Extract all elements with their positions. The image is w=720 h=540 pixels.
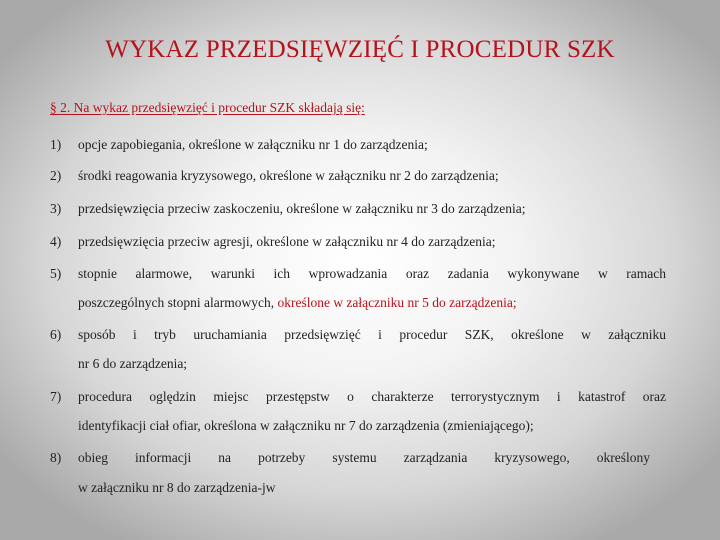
list-item-text: przedsięwzięcia przeciw agresji, określone w załączniku nr 4 do zarządzenia; [78,234,496,249]
list-item-text: procedura oględzin miejsc przestępstw o charakterze terrorystycznym i katastrof oraz [78,389,666,404]
list-item-number: 8) [50,450,62,465]
list-item-number: 2) [50,168,62,183]
list-item-text-plain: poszczególnych stopni alarmowych, [78,295,275,310]
intro-paragraph: § 2. Na wykaz przedsięwzięć i procedur SZK składają się: [50,100,365,115]
list-item-text-continued [78,295,666,311]
list-item-number: 3) [50,201,62,216]
slide-title: WYKAZ PRZEDSIĘWZIĘĆ I PROCEDUR SZK [105,36,615,63]
list-item-text: obieg informacji na potrzeby systemu zarządzania kryzysowego, określony [78,450,650,465]
list-item-text-continued: nr 6 do zarządzenia; [78,356,188,371]
list-item-text: sposób i tryb uruchamiania przedsięwzięć i procedur SZK, określone w załączniku [78,327,666,342]
list-item-number: 7) [50,389,62,404]
list-item-text-highlight: określone w załączniku nr 5 do zarządzenia; [274,295,517,310]
list-item-text: opcje zapobiegania, określone w załączniku nr 1 do zarządzenia; [78,137,428,152]
list-item-number: 4) [50,234,62,249]
list-item-number: 6) [50,327,62,342]
list-item-text: środki reagowania kryzysowego, określone w załączniku nr 2 do zarządzenia; [78,168,499,183]
list-item-number: 1) [50,137,62,152]
list-item-text-continued: w załączniku nr 8 do zarządzenia-jw [78,480,276,495]
list-item-text: stopnie alarmowe, warunki ich wprowadzania oraz zadania wykonywane w ramach [78,266,666,281]
list-item-text-continued: identyfikacji ciał ofiar, określona w załączniku nr 7 do zarządzenia (zmieniającego); [78,418,534,433]
list-item-text: przedsięwzięcia przeciw zaskoczeniu, określone w załączniku nr 3 do zarządzenia; [78,201,526,216]
list-item-number: 5) [50,266,62,281]
